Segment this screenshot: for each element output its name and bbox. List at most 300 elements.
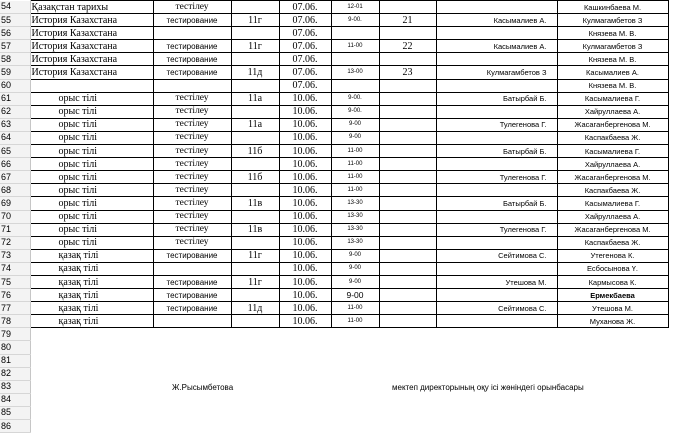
table-cell[interactable] xyxy=(379,53,436,66)
table-cell[interactable] xyxy=(379,118,436,131)
table-cell[interactable]: 13-30 xyxy=(331,197,379,210)
table-cell[interactable] xyxy=(231,27,279,40)
table-cell[interactable]: 12-01 xyxy=(331,1,379,14)
empty-cell[interactable] xyxy=(379,367,436,380)
table-cell[interactable]: Князева М. В. xyxy=(557,53,668,66)
row-header[interactable]: 59 xyxy=(0,66,30,79)
empty-cell[interactable] xyxy=(436,367,557,380)
table-cell[interactable] xyxy=(331,27,379,40)
table-cell[interactable]: 07.06. xyxy=(279,14,331,27)
table-cell[interactable]: қазақ тілі xyxy=(30,262,153,275)
table-cell[interactable] xyxy=(153,315,231,328)
table-cell[interactable] xyxy=(379,92,436,105)
table-cell[interactable]: Касымалиева Г. xyxy=(557,92,668,105)
empty-cell[interactable] xyxy=(331,420,379,433)
empty-cell[interactable] xyxy=(436,420,557,433)
table-cell[interactable] xyxy=(331,79,379,92)
table-cell[interactable]: История Казахстана xyxy=(30,40,153,53)
table-cell[interactable]: 9-00. xyxy=(331,92,379,105)
table-cell[interactable] xyxy=(436,79,557,92)
table-cell[interactable]: Каспакбаева Ж. xyxy=(557,131,668,144)
table-cell[interactable]: орыс тілі xyxy=(30,171,153,184)
table-cell[interactable] xyxy=(436,236,557,249)
table-cell[interactable] xyxy=(231,315,279,328)
table-cell[interactable]: орыс тілі xyxy=(30,197,153,210)
table-cell[interactable]: Утешова М. xyxy=(436,275,557,288)
table-cell[interactable]: Тулегенова Г. xyxy=(436,223,557,236)
table-cell[interactable] xyxy=(231,158,279,171)
empty-cell[interactable] xyxy=(331,354,379,367)
table-cell[interactable]: 11б xyxy=(231,171,279,184)
table-cell[interactable]: Хайруллаева А. xyxy=(557,105,668,118)
table-cell[interactable]: 11-00 xyxy=(331,315,379,328)
table-cell[interactable] xyxy=(436,27,557,40)
empty-cell[interactable] xyxy=(557,420,668,433)
table-cell[interactable]: Князева М. В. xyxy=(557,27,668,40)
row-header[interactable]: 77 xyxy=(0,302,30,315)
table-cell[interactable]: Есбосынова Ү. xyxy=(557,262,668,275)
row-header[interactable]: 61 xyxy=(0,92,30,105)
table-cell[interactable]: орыс тілі xyxy=(30,145,153,158)
empty-cell[interactable] xyxy=(379,420,436,433)
table-cell[interactable]: тестілеу xyxy=(153,171,231,184)
row-header[interactable]: 81 xyxy=(0,354,30,367)
table-cell[interactable]: 10.06. xyxy=(279,249,331,262)
table-cell[interactable]: Касымалиев А. xyxy=(436,14,557,27)
table-cell[interactable]: 9-00 xyxy=(331,118,379,131)
empty-cell[interactable] xyxy=(279,328,331,341)
table-cell[interactable]: 10.06. xyxy=(279,289,331,302)
empty-cell[interactable] xyxy=(379,341,436,354)
table-cell[interactable]: Кулмагамбетов З xyxy=(557,14,668,27)
table-cell[interactable] xyxy=(436,262,557,275)
table-cell[interactable]: 07.06. xyxy=(279,1,331,14)
row-header[interactable]: 73 xyxy=(0,249,30,262)
table-cell[interactable]: 9-00 xyxy=(331,289,379,302)
table-cell[interactable]: Касымалиева Г. xyxy=(557,197,668,210)
table-cell[interactable]: 11-00 xyxy=(331,158,379,171)
row-header[interactable]: 62 xyxy=(0,105,30,118)
table-cell[interactable]: 21 xyxy=(379,14,436,27)
table-cell[interactable]: 10.06. xyxy=(279,236,331,249)
table-cell[interactable]: 10.06. xyxy=(279,105,331,118)
empty-cell[interactable] xyxy=(153,341,231,354)
table-cell[interactable]: 13-30 xyxy=(331,223,379,236)
table-cell[interactable]: 11-00 xyxy=(331,171,379,184)
table-cell[interactable]: тестілеу xyxy=(153,236,231,249)
table-cell[interactable]: 11б xyxy=(231,145,279,158)
table-cell[interactable]: Жасаганбергенова М. xyxy=(557,171,668,184)
table-cell[interactable] xyxy=(231,289,279,302)
empty-cell[interactable] xyxy=(30,380,153,393)
empty-cell[interactable] xyxy=(153,367,231,380)
row-header[interactable]: 79 xyxy=(0,328,30,341)
empty-cell[interactable] xyxy=(379,354,436,367)
empty-cell[interactable] xyxy=(331,367,379,380)
empty-cell[interactable] xyxy=(379,393,436,406)
table-cell[interactable]: Касымалиев А. xyxy=(557,66,668,79)
table-cell[interactable]: тестілеу xyxy=(153,145,231,158)
row-header[interactable]: 64 xyxy=(0,131,30,144)
empty-cell[interactable] xyxy=(279,367,331,380)
row-header[interactable]: 58 xyxy=(0,53,30,66)
empty-cell[interactable] xyxy=(557,341,668,354)
table-cell[interactable] xyxy=(436,184,557,197)
table-cell[interactable]: 11д xyxy=(231,302,279,315)
table-cell[interactable]: 10.06. xyxy=(279,145,331,158)
table-cell[interactable] xyxy=(379,171,436,184)
table-cell[interactable]: 11г xyxy=(231,40,279,53)
table-cell[interactable]: Хайруллаева А. xyxy=(557,158,668,171)
table-cell[interactable]: Батырбай Б. xyxy=(436,92,557,105)
empty-cell[interactable] xyxy=(153,406,231,419)
table-cell[interactable]: 9-00. xyxy=(331,14,379,27)
table-cell[interactable]: тестілеу xyxy=(153,92,231,105)
row-header[interactable]: 86 xyxy=(0,420,30,433)
table-cell[interactable] xyxy=(436,289,557,302)
table-cell[interactable]: орыс тілі xyxy=(30,105,153,118)
table-cell[interactable]: 11а xyxy=(231,92,279,105)
table-cell[interactable]: тестілеу xyxy=(153,118,231,131)
row-header[interactable]: 78 xyxy=(0,315,30,328)
empty-cell[interactable] xyxy=(331,328,379,341)
table-cell[interactable]: 11г xyxy=(231,14,279,27)
table-row xyxy=(0,1,668,14)
table-cell[interactable] xyxy=(231,1,279,14)
empty-cell[interactable] xyxy=(231,354,279,367)
empty-cell[interactable] xyxy=(231,420,279,433)
row-header[interactable]: 57 xyxy=(0,40,30,53)
table-cell[interactable]: орыс тілі xyxy=(30,210,153,223)
table-cell[interactable]: 07.06. xyxy=(279,40,331,53)
table-cell[interactable]: тестирование xyxy=(153,53,231,66)
table-cell[interactable] xyxy=(379,275,436,288)
table-cell[interactable] xyxy=(379,79,436,92)
table-cell[interactable]: История Казахстана xyxy=(30,53,153,66)
table-cell[interactable]: тестілеу xyxy=(153,105,231,118)
row-header[interactable]: 70 xyxy=(0,210,30,223)
table-cell[interactable]: 07.06. xyxy=(279,66,331,79)
table-cell[interactable] xyxy=(231,236,279,249)
table-cell[interactable] xyxy=(379,315,436,328)
row-header[interactable]: 80 xyxy=(0,341,30,354)
table-cell[interactable]: 10.06. xyxy=(279,118,331,131)
table-cell[interactable]: Князева М. В. xyxy=(557,79,668,92)
table-cell[interactable]: История Казахстана xyxy=(30,66,153,79)
table-cell[interactable]: 9-00. xyxy=(331,105,379,118)
empty-cell[interactable] xyxy=(231,380,279,393)
table-cell[interactable]: тестілеу xyxy=(153,131,231,144)
table-cell[interactable]: Батырбай Б. xyxy=(436,145,557,158)
table-cell[interactable]: Кулмагамбетов З xyxy=(436,66,557,79)
table-cell[interactable]: 23 xyxy=(379,66,436,79)
table-cell[interactable]: 9-00 xyxy=(331,262,379,275)
empty-cell[interactable] xyxy=(436,328,557,341)
empty-cell[interactable] xyxy=(331,393,379,406)
table-row xyxy=(0,236,668,249)
table-cell[interactable]: тестілеу xyxy=(153,1,231,14)
table-cell[interactable]: қазақ тілі xyxy=(30,275,153,288)
table-cell[interactable] xyxy=(231,53,279,66)
empty-cell[interactable] xyxy=(231,406,279,419)
row-header[interactable]: 65 xyxy=(0,145,30,158)
table-cell[interactable]: 10.06. xyxy=(279,315,331,328)
table-cell[interactable]: тестирование xyxy=(153,40,231,53)
table-cell[interactable] xyxy=(379,210,436,223)
empty-cell[interactable] xyxy=(231,367,279,380)
table-cell[interactable] xyxy=(153,27,231,40)
empty-cell[interactable] xyxy=(436,354,557,367)
table-cell[interactable]: орыс тілі xyxy=(30,131,153,144)
table-cell[interactable] xyxy=(379,197,436,210)
empty-cell[interactable] xyxy=(231,328,279,341)
row-header[interactable]: 69 xyxy=(0,197,30,210)
table-cell[interactable]: 13-30 xyxy=(331,210,379,223)
table-cell[interactable]: 9-00 xyxy=(331,249,379,262)
empty-cell[interactable] xyxy=(231,393,279,406)
table-cell[interactable]: 22 xyxy=(379,40,436,53)
table-cell[interactable]: 11-00 xyxy=(331,40,379,53)
empty-cell[interactable] xyxy=(153,393,231,406)
row-header[interactable]: 76 xyxy=(0,289,30,302)
table-cell[interactable]: 10.06. xyxy=(279,131,331,144)
row-header[interactable]: 55 xyxy=(0,14,30,27)
row-header[interactable]: 56 xyxy=(0,27,30,40)
empty-cell[interactable] xyxy=(279,380,331,393)
table-cell[interactable]: 11д xyxy=(231,66,279,79)
empty-cell[interactable] xyxy=(153,328,231,341)
table-cell[interactable]: История Казахстана xyxy=(30,27,153,40)
empty-cell[interactable] xyxy=(30,420,153,433)
table-cell[interactable]: Сейтимова С. xyxy=(436,302,557,315)
empty-cell[interactable] xyxy=(557,328,668,341)
table-cell[interactable] xyxy=(231,262,279,275)
table-cell[interactable]: Ермекбаева xyxy=(557,289,668,302)
empty-cell[interactable] xyxy=(331,380,379,393)
empty-cell[interactable] xyxy=(30,341,153,354)
table-cell[interactable]: Муханова Ж. xyxy=(557,315,668,328)
empty-cell[interactable] xyxy=(279,393,331,406)
empty-cell[interactable] xyxy=(436,393,557,406)
empty-cell[interactable] xyxy=(279,406,331,419)
table-cell[interactable]: 11-00 xyxy=(331,184,379,197)
table-cell[interactable]: тестирование xyxy=(153,275,231,288)
row-header[interactable]: 85 xyxy=(0,406,30,419)
table-cell[interactable]: Жасаганбергенова М. xyxy=(557,223,668,236)
table-cell[interactable]: 11в xyxy=(231,223,279,236)
empty-cell[interactable] xyxy=(331,341,379,354)
row-header[interactable]: 54 xyxy=(0,1,30,14)
table-cell[interactable]: орыс тілі xyxy=(30,184,153,197)
table-cell[interactable]: 10.06. xyxy=(279,302,331,315)
table-cell[interactable]: 13-00 xyxy=(331,66,379,79)
table-cell[interactable] xyxy=(379,302,436,315)
empty-cell[interactable] xyxy=(153,354,231,367)
table-cell[interactable] xyxy=(231,131,279,144)
table-cell[interactable] xyxy=(436,131,557,144)
table-cell[interactable] xyxy=(379,289,436,302)
table-cell[interactable]: тестирование xyxy=(153,14,231,27)
empty-cell[interactable] xyxy=(30,354,153,367)
row-header[interactable]: 72 xyxy=(0,236,30,249)
empty-cell[interactable] xyxy=(379,328,436,341)
table-cell[interactable]: Жасаганбергенова М. xyxy=(557,118,668,131)
table-cell[interactable] xyxy=(436,210,557,223)
table-cell[interactable]: Қазақстан тарихы xyxy=(30,1,153,14)
table-cell[interactable] xyxy=(379,145,436,158)
table-cell[interactable]: 10.06. xyxy=(279,158,331,171)
table-cell[interactable]: 11г xyxy=(231,275,279,288)
row-header[interactable]: 60 xyxy=(0,79,30,92)
row-header[interactable]: 66 xyxy=(0,158,30,171)
table-row xyxy=(0,66,668,79)
table-cell[interactable]: Хайруллаева А. xyxy=(557,210,668,223)
table-cell[interactable] xyxy=(379,262,436,275)
table-cell[interactable]: 07.06. xyxy=(279,79,331,92)
table-cell[interactable]: қазақ тілі xyxy=(30,249,153,262)
empty-cell[interactable] xyxy=(231,341,279,354)
table-cell[interactable]: орыс тілі xyxy=(30,223,153,236)
table-cell[interactable] xyxy=(231,105,279,118)
table-cell[interactable] xyxy=(436,158,557,171)
table-cell[interactable] xyxy=(379,184,436,197)
empty-cell[interactable] xyxy=(557,367,668,380)
table-cell[interactable] xyxy=(379,223,436,236)
table-cell[interactable]: тестирование xyxy=(153,302,231,315)
table-cell[interactable] xyxy=(379,158,436,171)
row-header[interactable]: 74 xyxy=(0,262,30,275)
table-cell[interactable] xyxy=(231,210,279,223)
table-cell[interactable]: тестирование xyxy=(153,289,231,302)
empty-cell[interactable] xyxy=(279,354,331,367)
empty-cell[interactable] xyxy=(279,420,331,433)
table-cell[interactable]: қазақ тілі xyxy=(30,302,153,315)
table-cell[interactable]: 9-00 xyxy=(331,275,379,288)
table-cell[interactable]: 10.06. xyxy=(279,197,331,210)
table-cell[interactable]: Каспакбаева Ж. xyxy=(557,184,668,197)
table-cell[interactable]: тестілеу xyxy=(153,158,231,171)
table-cell[interactable]: 10.06. xyxy=(279,210,331,223)
empty-cell[interactable] xyxy=(331,406,379,419)
table-cell[interactable]: 07.06. xyxy=(279,27,331,40)
row-header[interactable]: 71 xyxy=(0,223,30,236)
table-cell[interactable]: История Казахстана xyxy=(30,14,153,27)
empty-cell[interactable] xyxy=(379,406,436,419)
table-cell[interactable] xyxy=(331,53,379,66)
table-cell[interactable] xyxy=(436,315,557,328)
empty-cell[interactable] xyxy=(436,341,557,354)
table-cell[interactable] xyxy=(379,236,436,249)
table-cell[interactable]: қазақ тілі xyxy=(30,315,153,328)
empty-cell[interactable] xyxy=(436,406,557,419)
table-cell[interactable]: 11в xyxy=(231,197,279,210)
table-cell[interactable]: 13-30 xyxy=(331,236,379,249)
table-cell[interactable] xyxy=(436,1,557,14)
table-cell[interactable] xyxy=(231,79,279,92)
table-cell[interactable]: Сейтимова С. xyxy=(436,249,557,262)
table-cell[interactable]: орыс тілі xyxy=(30,118,153,131)
table-cell[interactable]: Кашкинбаева М. xyxy=(557,1,668,14)
table-row xyxy=(0,184,668,197)
empty-cell[interactable] xyxy=(30,393,153,406)
table-cell[interactable]: Батырбай Б. xyxy=(436,197,557,210)
table-cell[interactable]: орыс тілі xyxy=(30,158,153,171)
table-cell[interactable]: Кармысова К. xyxy=(557,275,668,288)
table-cell[interactable]: 11г xyxy=(231,249,279,262)
empty-cell[interactable] xyxy=(30,328,153,341)
table-cell[interactable]: Кулмагамбетов З xyxy=(557,40,668,53)
table-cell[interactable]: Тулегенова Г. xyxy=(436,118,557,131)
table-cell[interactable] xyxy=(436,53,557,66)
empty-cell[interactable] xyxy=(30,367,153,380)
table-cell[interactable] xyxy=(436,105,557,118)
row-header[interactable]: 75 xyxy=(0,275,30,288)
row-header[interactable]: 84 xyxy=(0,393,30,406)
row-header[interactable]: 83 xyxy=(0,380,30,393)
table-cell[interactable]: тестирование xyxy=(153,249,231,262)
empty-cell[interactable] xyxy=(557,354,668,367)
table-cell[interactable]: тестирование xyxy=(153,66,231,79)
table-cell[interactable]: 9-00 xyxy=(331,131,379,144)
empty-cell[interactable] xyxy=(279,341,331,354)
table-cell[interactable]: орыс тілі xyxy=(30,236,153,249)
table-cell[interactable] xyxy=(231,184,279,197)
table-cell[interactable]: Каспакбаева Ж. xyxy=(557,236,668,249)
table-cell[interactable]: тестілеу xyxy=(153,223,231,236)
table-cell[interactable]: 11а xyxy=(231,118,279,131)
table-cell[interactable] xyxy=(153,262,231,275)
table-cell[interactable]: Утегенова К. xyxy=(557,249,668,262)
table-cell[interactable] xyxy=(379,105,436,118)
table-cell[interactable]: Касымалиева Г. xyxy=(557,145,668,158)
table-cell[interactable] xyxy=(153,79,231,92)
table-cell[interactable]: қазақ тілі xyxy=(30,289,153,302)
table-cell[interactable]: тестілеу xyxy=(153,210,231,223)
table-row xyxy=(0,302,668,315)
table-cell[interactable] xyxy=(379,1,436,14)
table-cell[interactable]: орыс тілі xyxy=(30,92,153,105)
table-cell[interactable]: 11-00 xyxy=(331,145,379,158)
table-cell[interactable]: тестілеу xyxy=(153,184,231,197)
empty-cell[interactable] xyxy=(153,420,231,433)
table-cell[interactable]: Тулегенова Г. xyxy=(436,171,557,184)
table-cell[interactable]: 07.06. xyxy=(279,53,331,66)
empty-cell[interactable] xyxy=(557,393,668,406)
table-cell[interactable] xyxy=(379,27,436,40)
table-cell[interactable]: 10.06. xyxy=(279,275,331,288)
table-cell[interactable]: Утешова М. xyxy=(557,302,668,315)
table-cell[interactable] xyxy=(379,249,436,262)
table-cell[interactable]: 10.06. xyxy=(279,184,331,197)
row-header[interactable]: 67 xyxy=(0,171,30,184)
table-row xyxy=(0,14,668,27)
table-cell[interactable]: тестілеу xyxy=(153,197,231,210)
row-header[interactable]: 68 xyxy=(0,184,30,197)
table-cell[interactable]: Касымалиев А. xyxy=(436,40,557,53)
table-row xyxy=(0,92,668,105)
empty-cell[interactable] xyxy=(557,406,668,419)
empty-cell[interactable] xyxy=(30,406,153,419)
table-cell[interactable]: 11-00 xyxy=(331,302,379,315)
table-cell[interactable]: 10.06. xyxy=(279,223,331,236)
table-cell[interactable] xyxy=(379,131,436,144)
table-cell[interactable]: 10.06. xyxy=(279,171,331,184)
row-header[interactable]: 82 xyxy=(0,367,30,380)
table-cell[interactable]: 10.06. xyxy=(279,92,331,105)
table-cell[interactable]: 10.06. xyxy=(279,262,331,275)
table-cell[interactable] xyxy=(30,79,153,92)
row-header[interactable]: 63 xyxy=(0,118,30,131)
